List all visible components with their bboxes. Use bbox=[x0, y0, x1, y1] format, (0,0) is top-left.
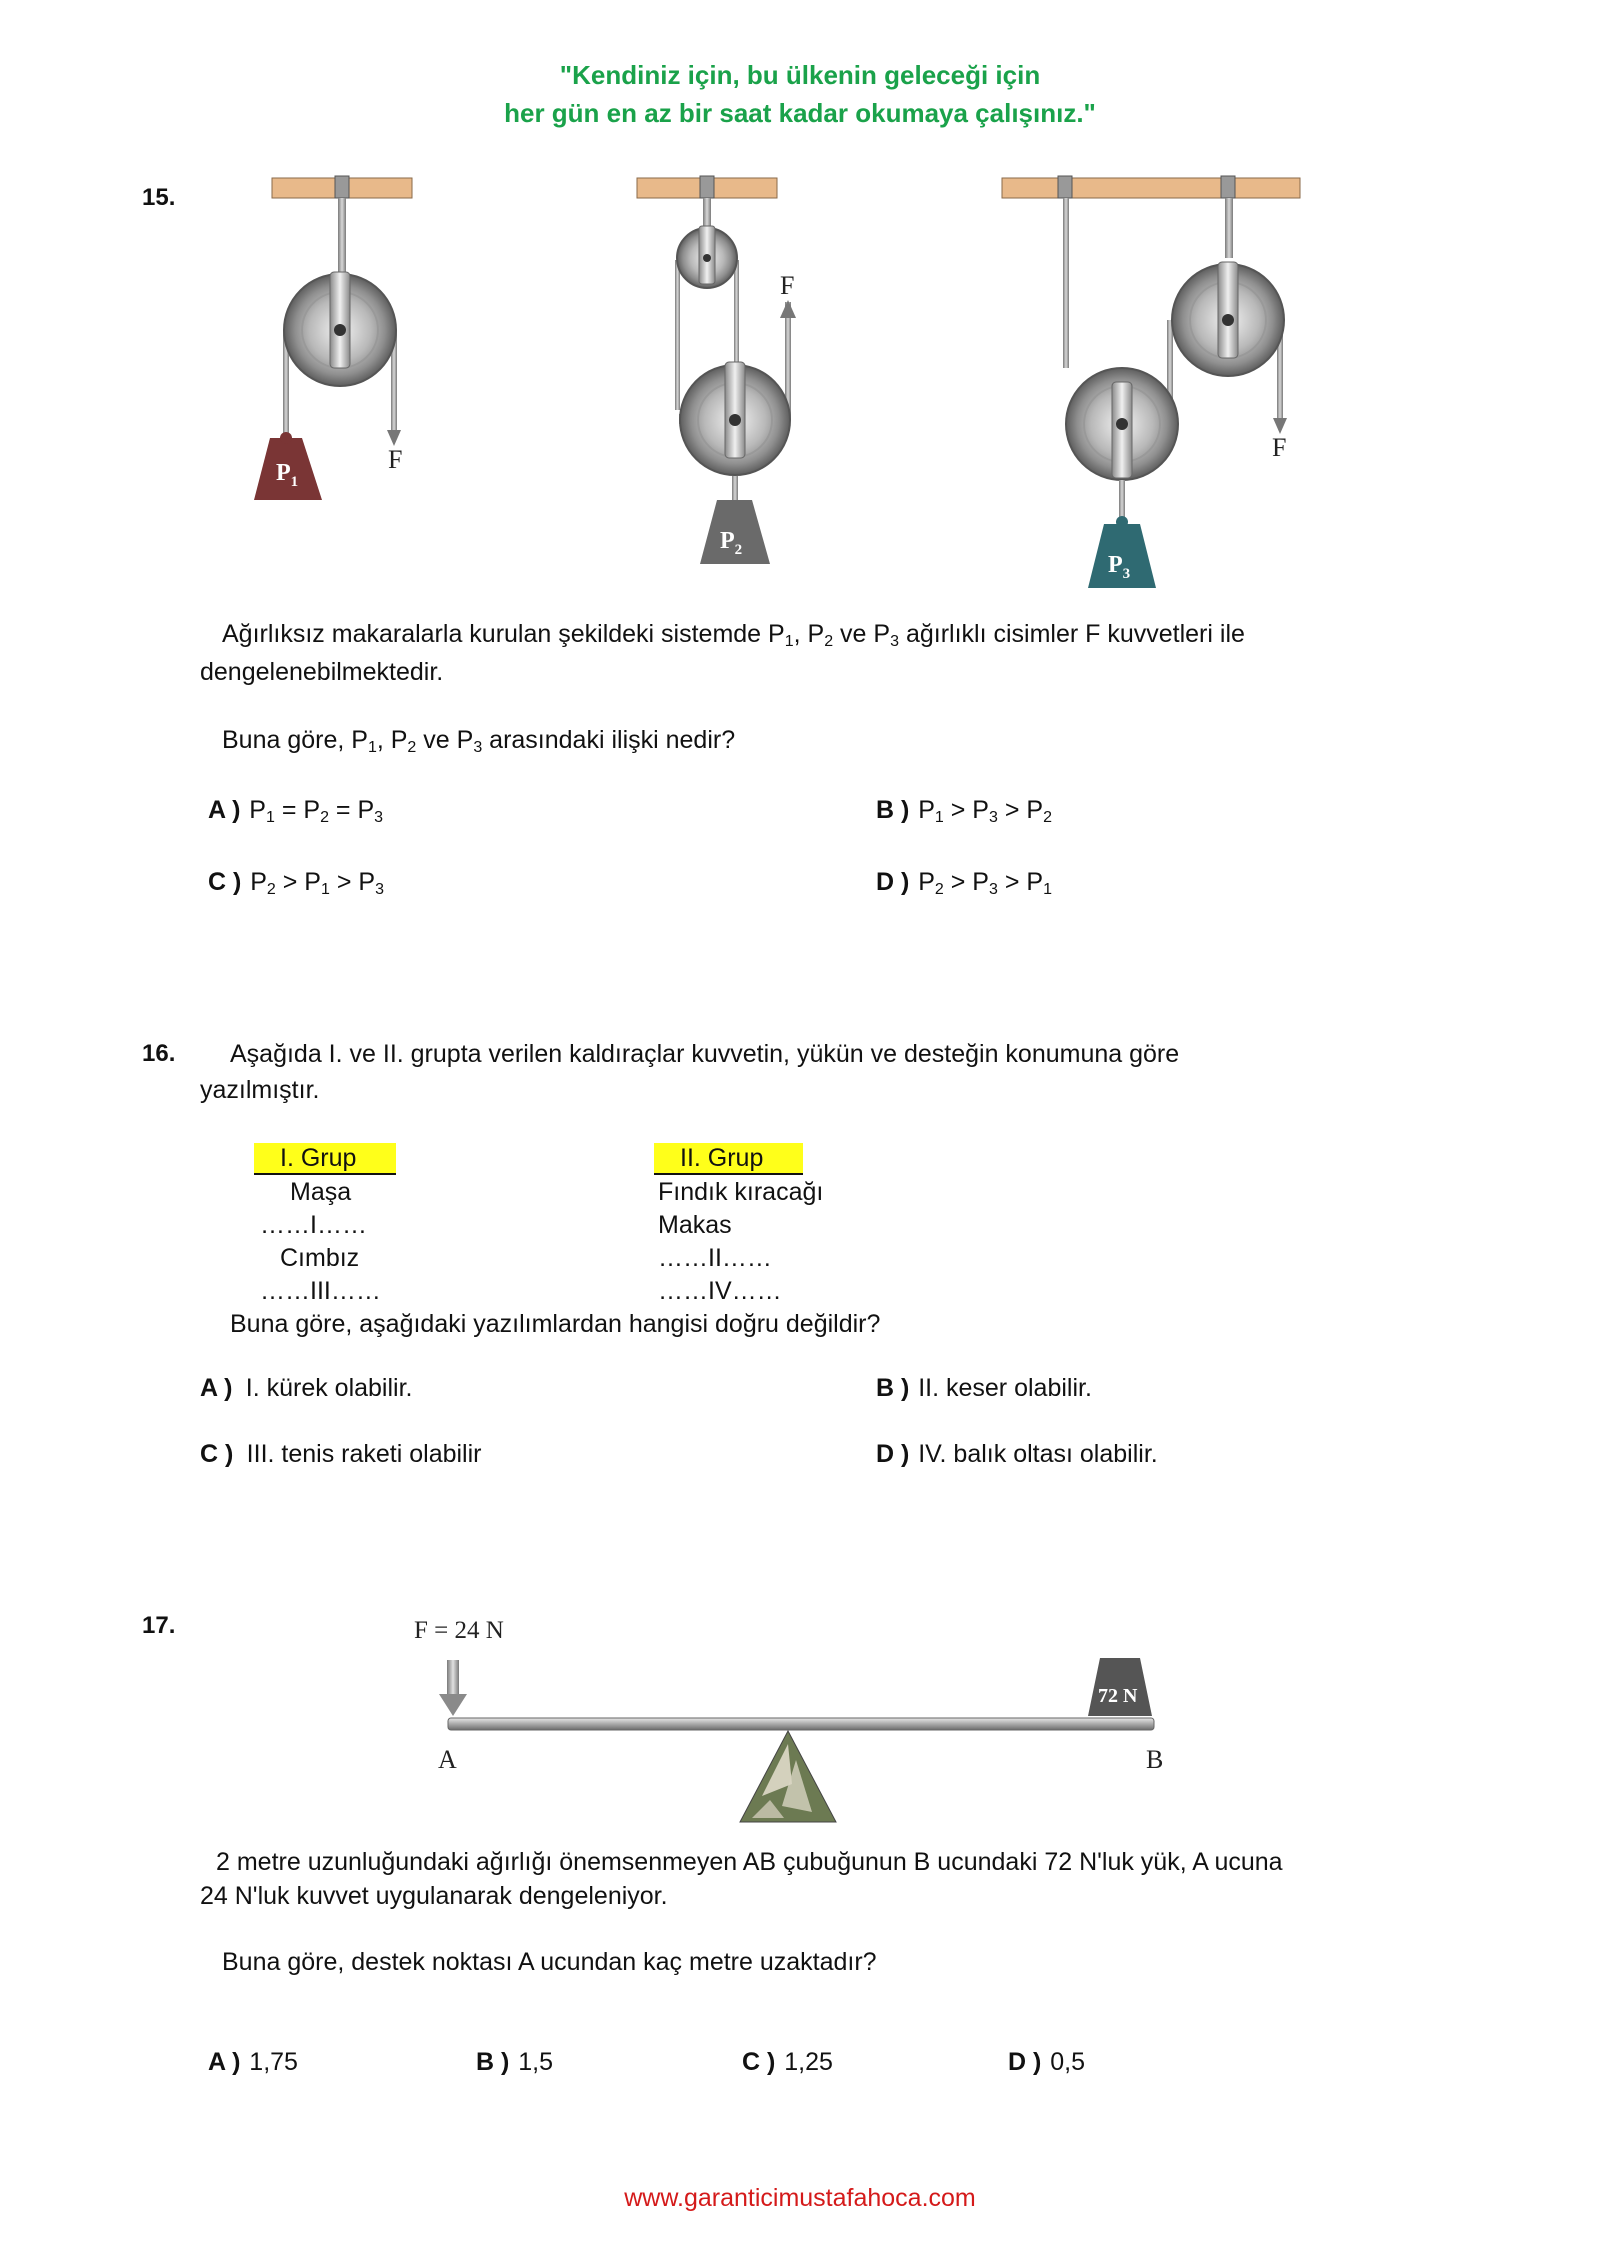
q16-option-a[interactable]: A ) I. kürek olabilir. bbox=[200, 1374, 413, 1402]
q17-option-b[interactable]: B ) 1,5 bbox=[476, 2048, 553, 2076]
group-1-item: ……I…… bbox=[260, 1211, 367, 1239]
weight-p1-label: $P_1$ bbox=[276, 460, 299, 490]
q15-option-b[interactable]: B ) $P_1 > P_3 > P_2$ bbox=[876, 796, 1052, 826]
question-17-text-line-1: 2 metre uzunluğundaki ağırlığı önemsenmeyen AB çubuğunun B ucundaki 72 N'luk yük, A ucuna bbox=[216, 1848, 1283, 1876]
force-label-3: F bbox=[1272, 433, 1287, 462]
question-16-text-line-2: yazılmıştır. bbox=[200, 1076, 320, 1104]
group-1-header: I. Grup bbox=[254, 1140, 396, 1176]
end-b-label: B bbox=[1146, 1745, 1164, 1774]
group-1-item: Maşa bbox=[290, 1178, 352, 1206]
question-16-number: 16. bbox=[142, 1040, 176, 1067]
q16-option-d[interactable]: D ) IV. balık oltası olabilir. bbox=[876, 1440, 1158, 1468]
group-2-item: Fındık kıracağı bbox=[658, 1178, 824, 1206]
force-label: F = 24 N bbox=[414, 1617, 504, 1644]
q17-option-a[interactable]: A ) 1,75 bbox=[208, 2048, 298, 2076]
motto-line-2: her gün en az bir saat kadar okumaya çalışınız." bbox=[504, 98, 1096, 128]
lever-bar bbox=[448, 1718, 1154, 1730]
force-arrow-3 bbox=[1273, 418, 1287, 434]
q15-option-d[interactable]: D ) $P_2 > P_3 > P_1$ bbox=[876, 868, 1052, 898]
question-16-prompt: Buna göre, aşağıdaki yazılımlardan hangisi doğru değildir? bbox=[230, 1310, 881, 1338]
group-1-item: Cımbız bbox=[280, 1244, 360, 1272]
force-arrow-1 bbox=[387, 430, 401, 446]
pulley-system-2 bbox=[637, 176, 796, 564]
q17-option-d[interactable]: D ) 0,5 bbox=[1008, 2048, 1085, 2076]
force-label-2: F bbox=[780, 271, 795, 300]
pulley-system-1 bbox=[254, 176, 412, 500]
group-1-item: ……III…… bbox=[260, 1277, 381, 1305]
question-15-text-line-2: dengelenebilmektedir. bbox=[200, 658, 444, 686]
q15-option-a[interactable]: A ) $P_1 = P_2 = P_3$ bbox=[208, 796, 384, 826]
question-15-prompt: Buna göre, $P_1$, $P_2$ ve $P_3$ arasındaki ilişki nedir? bbox=[222, 726, 736, 756]
group-2-header: II. Grup bbox=[654, 1140, 803, 1176]
motto-line-1: "Kendiniz için, bu ülkenin geleceği için bbox=[559, 60, 1041, 90]
group-2-item: ……IV…… bbox=[658, 1277, 782, 1305]
question-15-number: 15. bbox=[142, 184, 176, 211]
pulley-systems-figure bbox=[0, 160, 1600, 600]
force-arrow-shaft bbox=[447, 1660, 459, 1696]
force-arrow-head bbox=[439, 1694, 467, 1716]
q16-option-b[interactable]: B ) II. keser olabilir. bbox=[876, 1374, 1092, 1402]
question-15-text-line-1: Ağırlıksız makaralarla kurulan şekildeki sistemde $P_1$, $P_2$ ve $P_3$ ağırlıklı cisimler F kuvvetleri ile bbox=[222, 620, 1245, 650]
weight-p2-label: $P_2$ bbox=[720, 528, 743, 558]
load-weight-label: 72 N bbox=[1098, 1685, 1138, 1707]
q17-option-c[interactable]: C ) 1,25 bbox=[742, 2048, 833, 2076]
force-label-1: F bbox=[388, 445, 403, 474]
lever-figure bbox=[0, 1600, 1600, 1840]
q16-option-c[interactable]: C ) III. tenis raketi olabilir bbox=[200, 1440, 482, 1468]
question-17-number: 17. bbox=[142, 1612, 176, 1639]
pulley-system-3 bbox=[1002, 176, 1300, 588]
footer-link[interactable]: www.garanticimustafahoca.com bbox=[624, 2184, 976, 2212]
q15-option-c[interactable]: C ) $P_2 > P_1 > P_3$ bbox=[208, 868, 384, 898]
end-a-label: A bbox=[438, 1745, 457, 1774]
weight-p3-label: $P_3$ bbox=[1108, 552, 1131, 582]
ceiling-beam-3 bbox=[1002, 178, 1300, 198]
question-16-text-line-1: Aşağıda I. ve II. grupta verilen kaldıraçlar kuvvetin, yükün ve desteğin konumuna göre bbox=[230, 1040, 1180, 1068]
group-2-item: Makas bbox=[658, 1211, 732, 1239]
force-arrow-2 bbox=[780, 300, 796, 318]
group-2-item: ……II…… bbox=[658, 1244, 772, 1272]
question-17-text-line-2: 24 N'luk kuvvet uygulanarak dengeleniyor. bbox=[200, 1882, 668, 1910]
question-17-prompt: Buna göre, destek noktası A ucundan kaç metre uzaktadır? bbox=[222, 1948, 877, 1976]
